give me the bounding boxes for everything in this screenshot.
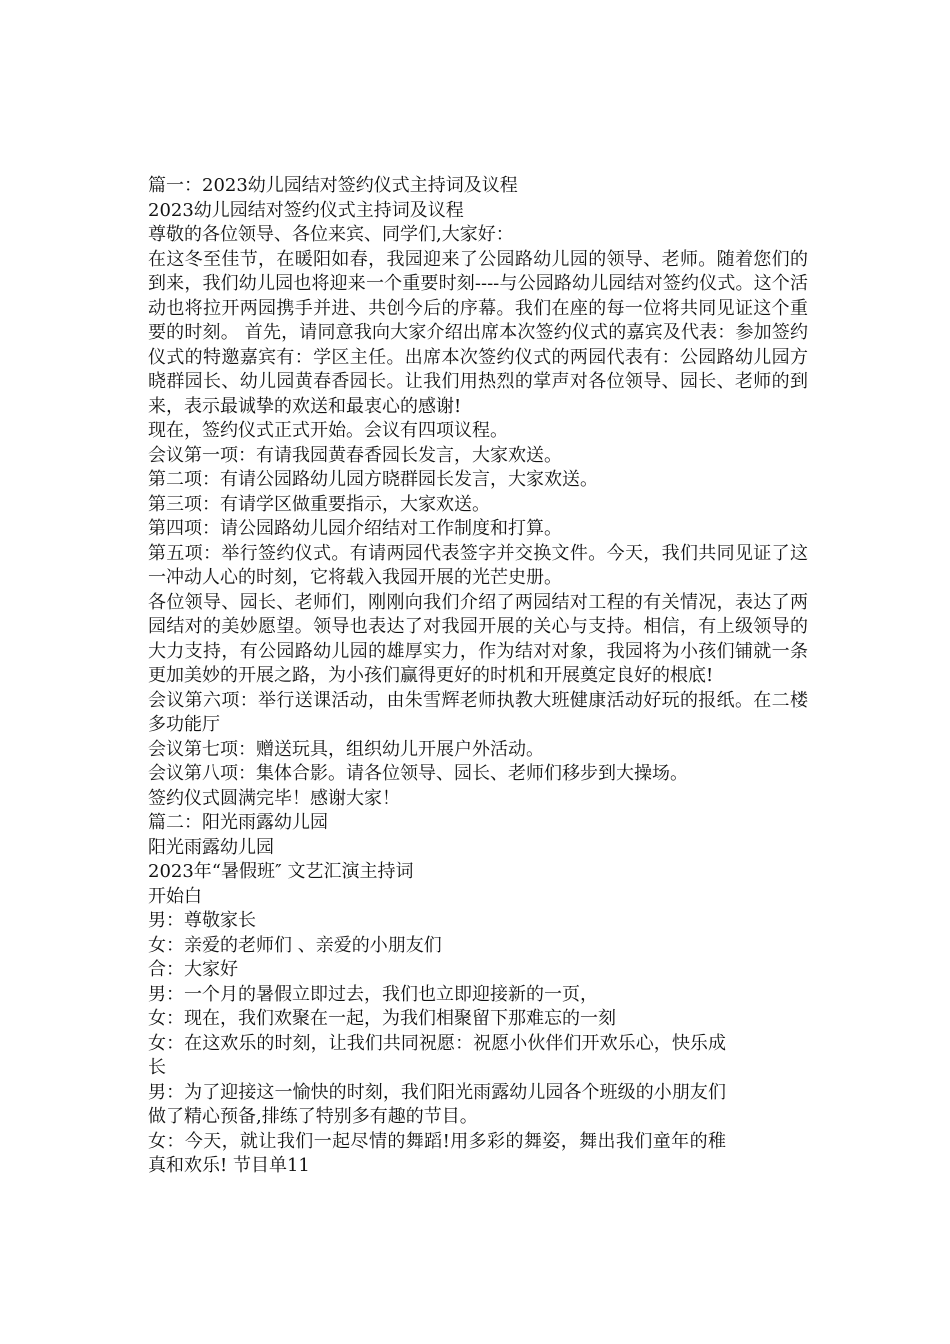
script-line: 女：现在，我们欢聚在一起，为我们相聚留下那难忘的一刻 (148, 1008, 616, 1029)
script-line: 男：尊敬家长 (148, 910, 256, 931)
summary-paragraph: 各位领导、园长、老师们，刚刚向我们介绍了两园结对工程的有关情况，表达了两园结对的美妙愿望。领导也表达了对我园开展的关心与支持。相信，有上级领导的大力支持，有公园路幼儿园的雄厚实力，作为结对对象，我园将为小孩们铺就一条更加美妙的开展之路，为小孩们赢得更好的时机和开展奠定良好的根底! (148, 591, 808, 686)
agenda-item-3: 第三项：有请学区做重要指示，大家欢送。 (148, 493, 490, 515)
agenda-item-4: 第四项：请公园路幼儿园介绍结对工作制度和打算。 (148, 518, 562, 539)
script-line: 女：亲爱的老师们 、亲爱的小朋友们 (148, 934, 442, 956)
agenda-item-2: 第二项：有请公园路幼儿园方晓群园长发言，大家欢送。 (148, 469, 598, 490)
document-heading-2: 2023年“暑假班″ 文艺汇演主持词 (148, 861, 414, 882)
agenda-item-5: 第五项：举行签约仪式。有请两园代表签字并交换文件。今天，我们共同见证了这一冲动人心的时刻，它将载入我园开展的光芒史册。 (148, 542, 808, 588)
agenda-item-1: 会议第一项：有请我园黄春香园长发言，大家欢送。 (148, 444, 562, 466)
agenda-item-7: 会议第七项：赠送玩具，组织幼儿开展户外活动。 (148, 738, 544, 760)
opening-remarks-label: 开始白 (148, 885, 202, 907)
opening-paragraph: 在这冬至佳节，在暖阳如春，我园迎来了公园路幼儿园的领导、老师。随着您们的到来，我们幼儿园也将迎来一个重要时刻----与公园路幼儿园结对签约仪式。这个活动也将拉开两园携手并进、共创今后的序幕。我们在座的每一位将共同见证这个重要的时刻。 首先，请同意我向大家介绍出席本次签约仪式的嘉宾及代表：参加签约仪式的特邀嘉宾有：学区主任。出席本次签约仪式的两园代表有：公园路幼儿园方晓群园长、幼儿园黄春香园长。让我们用热烈的掌声对各位领导、园长、老师的到来，表示最诚挚的欢送和最衷心的感谢! (148, 248, 808, 417)
agenda-item-8: 会议第八项：集体合影。请各位领导、园长、老师们移步到大操场。 (148, 763, 688, 784)
greeting: 尊敬的各位领导、各位来宾、同学们,大家好： (148, 224, 514, 245)
document-body (148, 174, 808, 1179)
script-line: 男：为了迎接这一愉快的时刻，我们阳光雨露幼儿园各个班级的小朋友们做了精心预备,排练了特别多有趣的节目。 (148, 1081, 726, 1127)
script-line: 合：大家好 (148, 959, 238, 980)
closing-line: 签约仪式圆满完毕！感谢大家！ (148, 787, 400, 809)
section-title-2: 篇二：阳光雨露幼儿园 (148, 812, 328, 833)
document-heading-1: 2023幼儿园结对签约仪式主持词及议程 (148, 199, 464, 221)
script-line: 女：在这欢乐的时刻，让我们共同祝愿：祝愿小伙伴们开欢乐心，快乐成长 (148, 1032, 726, 1078)
agenda-item-6: 会议第六项：举行送课活动，由朱雪辉老师执教大班健康活动好玩的报纸。在二楼多功能厅 (148, 689, 808, 735)
script-line: 男：一个月的暑假立即过去，我们也立即迎接新的一页， (148, 983, 598, 1005)
agenda-intro: 现在，签约仪式正式开始。会议有四项议程。 (148, 420, 508, 441)
kindergarten-name: 阳光雨露幼儿园 (148, 836, 274, 858)
section-title-1: 篇一：2023幼儿园结对签约仪式主持词及议程 (148, 175, 518, 196)
script-line: 女：今天，就让我们一起尽情的舞蹈!用多彩的舞姿，舞出我们童年的稚真和欢乐! 节目单11 (148, 1130, 726, 1176)
